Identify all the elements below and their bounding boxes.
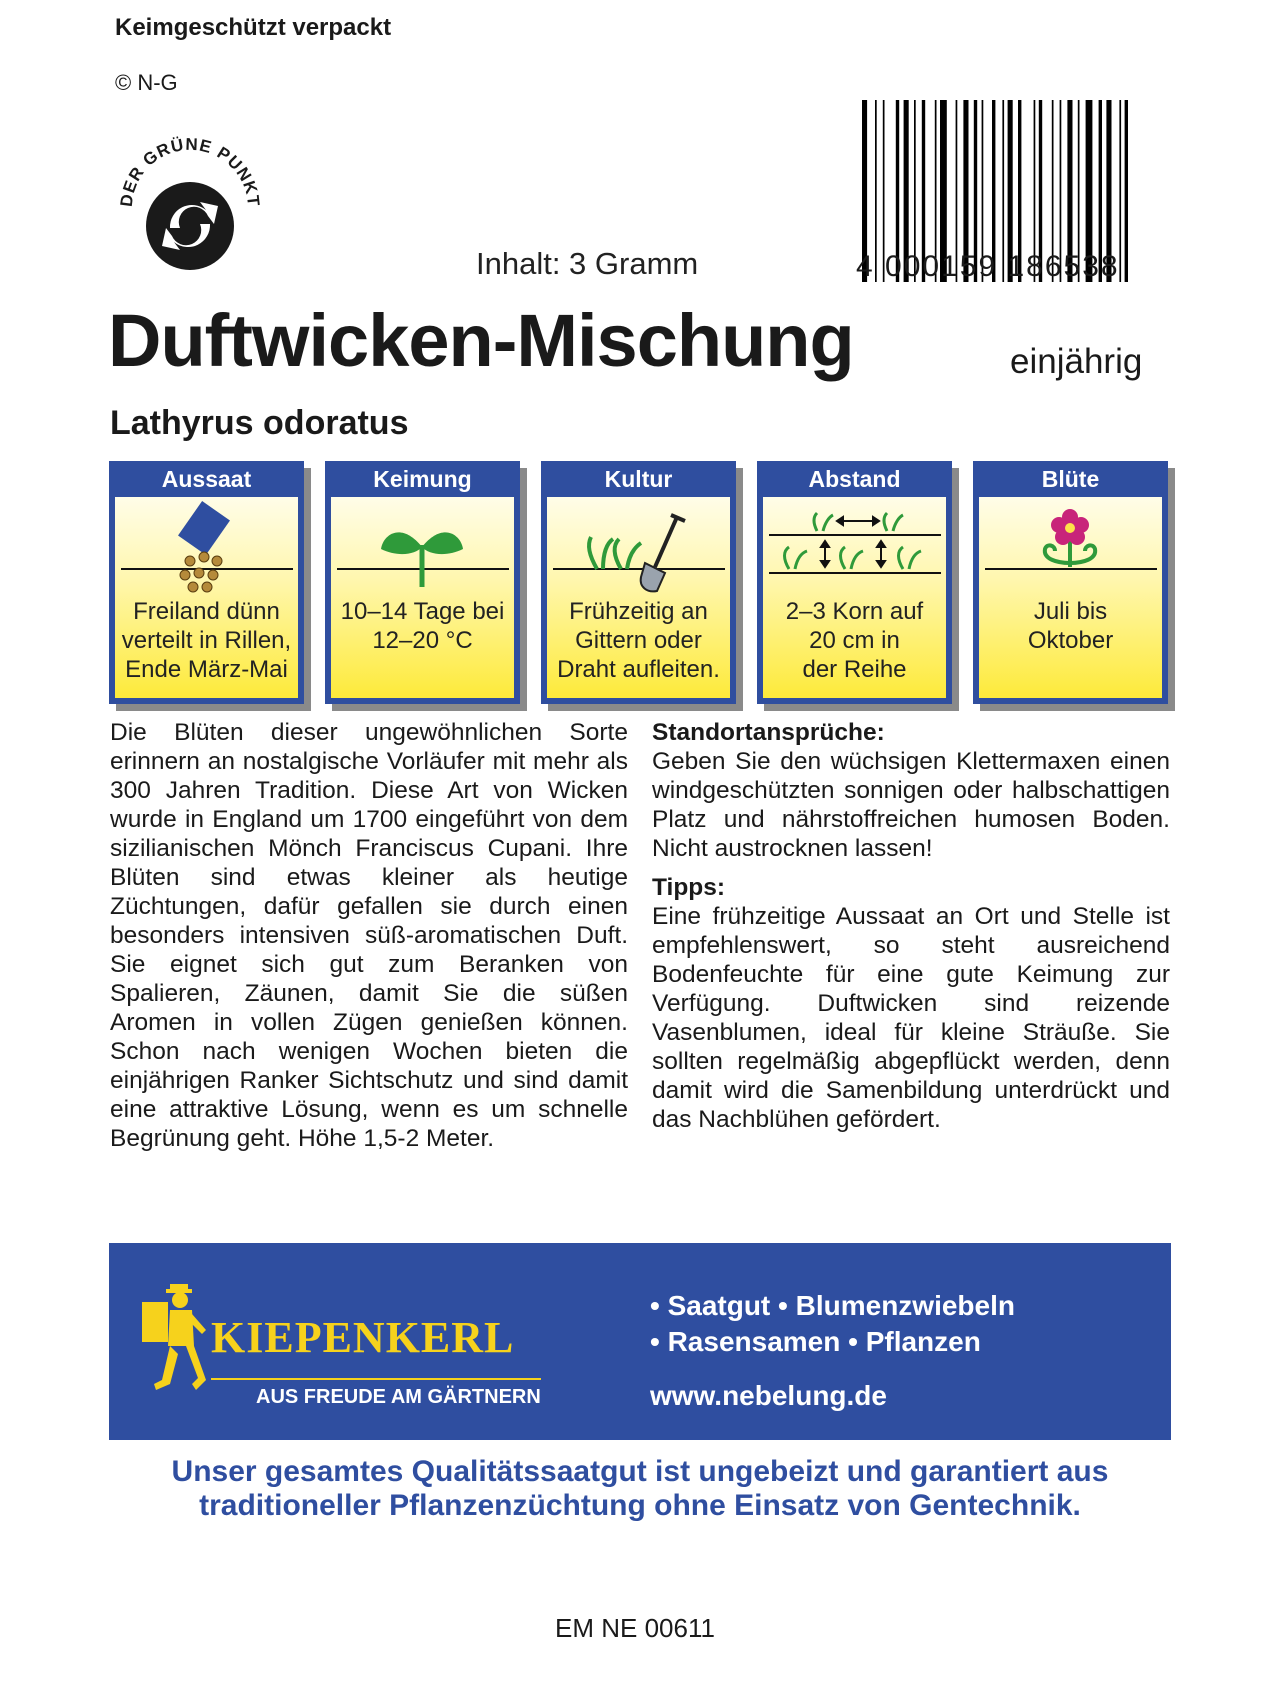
quality-note-line: traditioneller Pflanzenzüchtung ohne Einsatz von Gentechnik. — [199, 1489, 1081, 1522]
seed-packet-sowing-icon — [115, 497, 298, 601]
card-title: Keimung — [373, 466, 472, 492]
seedling-icon — [331, 497, 514, 601]
card-text-line: der Reihe — [802, 656, 907, 683]
card-keimung — [325, 461, 520, 704]
latin-name: Lathyrus odoratus — [110, 404, 409, 442]
card-kultur — [541, 461, 736, 704]
em-code: EM NE 00611 — [555, 1613, 715, 1643]
brand-slogan: AUS FREUDE AM GÄRTNERN — [256, 1386, 541, 1408]
card-text-line: Frühzeitig an — [569, 598, 708, 625]
kiepenkerl-figure-icon — [140, 1280, 214, 1400]
card-text-line: Juli bis — [1033, 598, 1108, 625]
copyright-note: © N-G — [115, 70, 178, 95]
brand-divider — [211, 1378, 541, 1380]
card-bluete — [973, 461, 1168, 704]
brand-name: KIEPENKERL — [211, 1313, 515, 1362]
card-aussaat — [109, 461, 304, 704]
packaging-note: Keimgeschützt verpackt — [115, 14, 392, 41]
spade-plants-icon — [547, 497, 730, 601]
green-dot-text: DER GRÜNE PUNKT — [116, 134, 264, 208]
card-text-line: Draht aufleiten. — [557, 656, 720, 683]
card-text-line: Gittern oder — [575, 627, 702, 654]
care-info — [652, 718, 1170, 1134]
card-text-line: 2–3 Korn auf — [785, 598, 924, 625]
card-text-line: Freiland dünn — [133, 598, 280, 625]
site-text: Geben Sie den wüchsigen Klettermaxen einen windgeschützten sonnigen oder halbschattigen Platz und nährstoffreichen humosen Boden. Nicht austrocknen lassen! — [652, 748, 1170, 862]
card-text-line: 12–20 °C — [372, 627, 473, 654]
brand-products-line: • Saatgut • Blumenzwiebeln — [650, 1290, 1015, 1321]
card-abstand — [757, 461, 952, 704]
product-description: Die Blüten dieser ungewöhnlichen Sorte erinnern an nostalgische Vorläufer mit mehr als 300 Jahren Tradition. Diese Art von Wicken wurde in England um 1700 eingeführt von dem sizilianischen Mönch Franciscus Cupani. Ihre Blüten sind etwas kleiner als heutige Züchtungen, dafür gefallen sie durch einen besonders intensiven süß-aromatischen Duft. Sie eignet sich gut zum Beranken von Spalieren, Zäunen, damit Sie die süßen Aromen in vollen Zügen genießen können. Schon nach wenigen Wochen bieten die einjährigen Ranker Sichtschutz und sind damit eine attraktive Lösung, wenn es um schnelle Begrünung geht. Höhe 1,5-2 Meter. — [110, 719, 628, 1152]
card-text-line: Oktober — [1027, 627, 1114, 654]
green-dot-logo — [110, 128, 270, 288]
tips-text: Eine frühzeitige Aussaat an Ort und Stelle ist empfehlenswert, so steht ausreichend Bodenfeuchte für eine gute Keimung zur Verfügung. Duftwicken sind reizende Vasenblumen, ideal für kleine Sträuße. Sie sollten regelmäßig abgepflückt werden, denn damit wird die Samenbildung unterdrückt und das Nachblühen gefördert. — [652, 903, 1170, 1133]
card-title: Kultur — [604, 466, 673, 492]
content-weight: Inhalt: 3 Gramm — [476, 246, 699, 281]
tips-heading: Tipps: — [652, 874, 726, 901]
brand-products-line: • Rasensamen • Pflanzen — [650, 1326, 981, 1357]
card-text-line: verteilt in Rillen, — [121, 627, 292, 654]
card-title: Aussaat — [161, 466, 252, 492]
card-title: Blüte — [1041, 466, 1100, 492]
quality-note-line: Unser gesamtes Qualitätssaatgut ist ungebeizt und garantiert aus — [171, 1455, 1109, 1488]
barcode-digits: 4 000159 186538 — [856, 250, 1120, 283]
card-text-line: 20 cm in — [809, 627, 900, 654]
lifecycle-label: einjährig — [1010, 342, 1143, 381]
product-title: Duftwicken-Mischung — [108, 299, 854, 382]
flower-icon — [979, 497, 1162, 601]
brand-website-link[interactable]: www.nebelung.de — [650, 1380, 887, 1411]
site-heading: Standortansprüche: — [652, 719, 885, 746]
card-text-line: 10–14 Tage bei — [340, 598, 505, 625]
card-title: Abstand — [808, 466, 901, 492]
quality-note — [109, 1455, 1171, 1523]
card-text-line: Ende März-Mai — [125, 656, 288, 683]
spacing-arrows-icon — [763, 497, 946, 601]
